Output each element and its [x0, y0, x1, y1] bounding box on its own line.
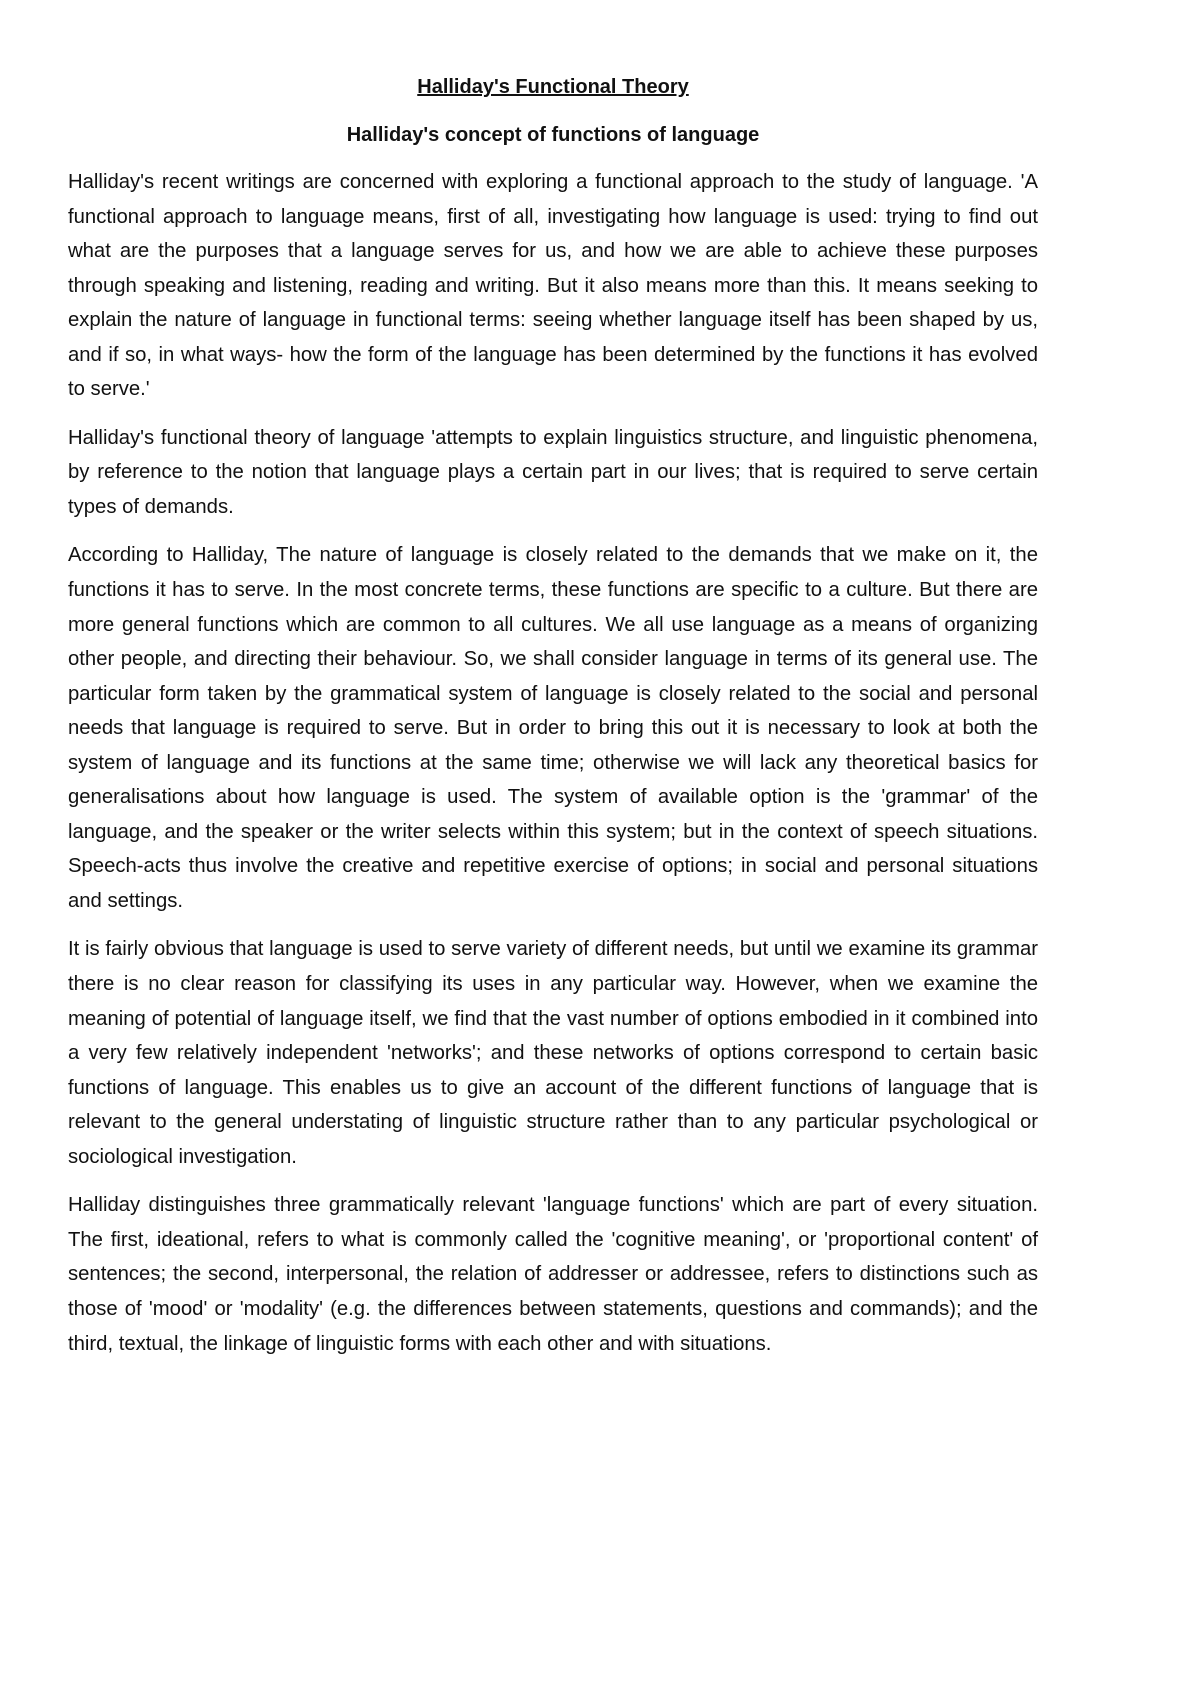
- paragraph: Halliday distinguishes three grammatically relevant 'language functions' which are part of every situation. The first, ideational, refers to what is commonly called the 'cognitive meaning', or 'proportional content' of sentences; the second, interpersonal, the relation of addresser or addressee, refers to distinctions such as those of 'mood' or 'modality' (e.g. the differences between statements, questions and commands); and the third, textual, the linkage of linguistic forms with each other and with situations.: [68, 1194, 1038, 1355]
- paragraph: It is fairly obvious that language is used to serve variety of different needs, but until we examine its grammar there is no clear reason for classifying its uses in any particular way. However, when we examine the meaning of potential of language itself, we find that the vast number of options embodied in it combined into a very few relatively independent 'networks'; and these networks of options correspond to certain basic functions of language. This enables us to give an account of the different functions of language that is relevant to the general understating of linguistic structure rather than to any particular psychological or sociological investigation.: [68, 938, 1038, 1168]
- document-page: [68, 70, 1038, 1361]
- paragraph: According to Halliday, The nature of language is closely related to the demands that we make on it, the functions it has to serve. In the most concrete terms, these functions are specific to a culture. But there are more general functions which are common to all cultures. We all use language as a means of organizing other people, and directing their behaviour. So, we shall consider language in terms of its general use. The particular form taken by the grammatical system of language is closely related to the social and personal needs that language is required to serve. But in order to bring this out it is necessary to look at both the system of language and its functions at the same time; otherwise we will lack any theoretical basics for generalisations about how language is used. The system of available option is the 'grammar' of the language, and the speaker or the writer selects within this system; but in the context of speech situations. Speech-acts thus involve the creative and repetitive exercise of options; in social and personal situations and settings.: [68, 544, 1038, 912]
- paragraph: Halliday's functional theory of language 'attempts to explain linguistics structure, and linguistic phenomena, by reference to the notion that language plays a certain part in our lives; that is required to serve certain types of demands.: [68, 426, 1038, 518]
- paragraph: Halliday's recent writings are concerned with exploring a functional approach to the study of language. 'A functional approach to language means, first of all, investigating how language is used: trying to find out what are the purposes that a language serves for us, and how we are able to achieve these purposes through speaking and listening, reading and writing. But it also means more than this. It means seeking to explain the nature of language in functional terms: seeing whether language itself has been shaped by us, and if so, in what ways- how the form of the language has been determined by the functions it has evolved to serve.': [68, 171, 1038, 401]
- document-subtitle: Halliday's concept of functions of language: [346, 124, 760, 146]
- document-title: Halliday's Functional Theory: [417, 76, 689, 98]
